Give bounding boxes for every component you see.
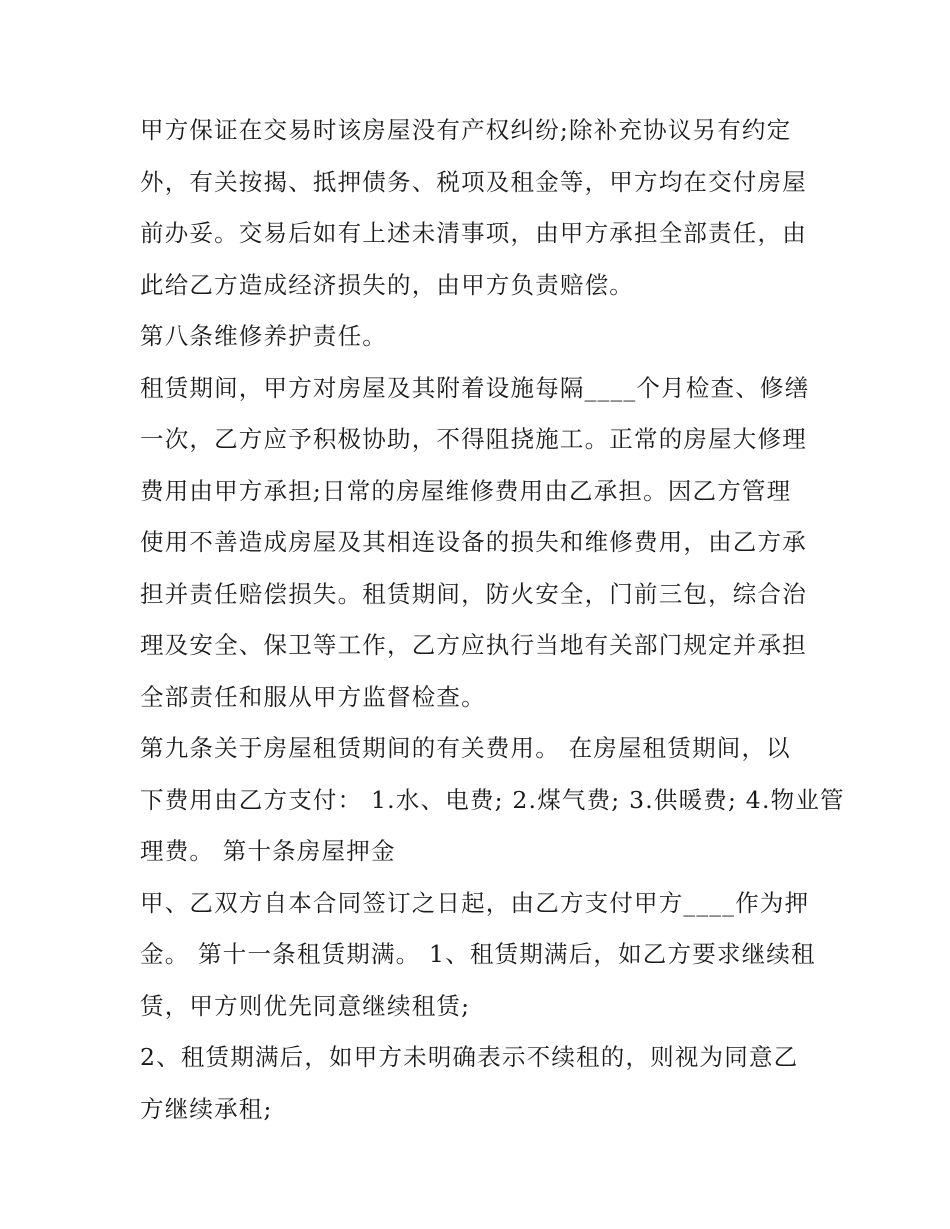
text-line: 理费。 第十条房屋押金	[140, 837, 396, 865]
paragraph-seller-guarantee	[140, 105, 830, 311]
text-line: 方继续承租;	[140, 1094, 273, 1123]
text-line: 费用由甲方承担;日常的房屋维修费用由乙承担。因乙方管理	[140, 476, 792, 505]
paragraph-article-9-fees	[140, 723, 845, 878]
text-line: 赁，甲方则优先同意继续租赁;	[140, 991, 471, 1020]
text-line: 此给乙方造成经济损失的，由甲方负责赔偿。	[140, 270, 634, 299]
document-body	[140, 105, 845, 1135]
text-line: 一次，乙方应予积极协助，不得阻挠施工。正常的房屋大修理	[140, 425, 807, 453]
text-line: 甲方保证在交易时该房屋没有产权纠纷;除补充协议另有约定	[140, 116, 792, 144]
text-line: 理及安全、保卫等工作，乙方应执行当地有关部门规定并承担	[140, 631, 807, 659]
text-line: 全部责任和服从甲方监督检查。	[140, 682, 486, 711]
text-line: 外，有关按揭、抵押债务、税项及租金等，甲方均在交付房屋	[140, 167, 807, 196]
text-line: 第九条关于房屋租赁期间的有关费用。 在房屋租赁期间，以	[140, 734, 791, 762]
text-line: 下费用由乙方支付： 1.水、电费; 2.煤气费; 3.供暖费; 4.物业管	[140, 785, 845, 814]
paragraph-deposit	[140, 878, 830, 1033]
text-line: 金。 第十一条租赁期满。 1、租赁期满后，如乙方要求继续租	[140, 940, 816, 968]
text-line: 使用不善造成房屋及其相连设备的损失和维修费用，由乙方承	[140, 528, 807, 556]
text-line: 前办妥。交易后如有上述未清事项，由甲方承担全部责任，由	[140, 219, 807, 247]
paragraph-lease-renewal	[140, 1032, 830, 1135]
section-heading-article-8	[140, 311, 830, 363]
text-line: 2、租赁期满后，如甲方未明确表示不续租的，则视为同意乙	[140, 1043, 799, 1071]
text-line: 第八条维修养护责任。	[140, 322, 387, 350]
text-line: 担并责任赔偿损失。租赁期间，防火安全，门前三包，综合治	[140, 579, 807, 608]
paragraph-maintenance	[140, 363, 830, 724]
text-line: 甲、乙双方自本合同签订之日起，由乙方支付甲方____作为押	[140, 888, 810, 917]
text-line: 租赁期间，甲方对房屋及其附着设施每隔____个月检查、修缮	[140, 373, 810, 402]
